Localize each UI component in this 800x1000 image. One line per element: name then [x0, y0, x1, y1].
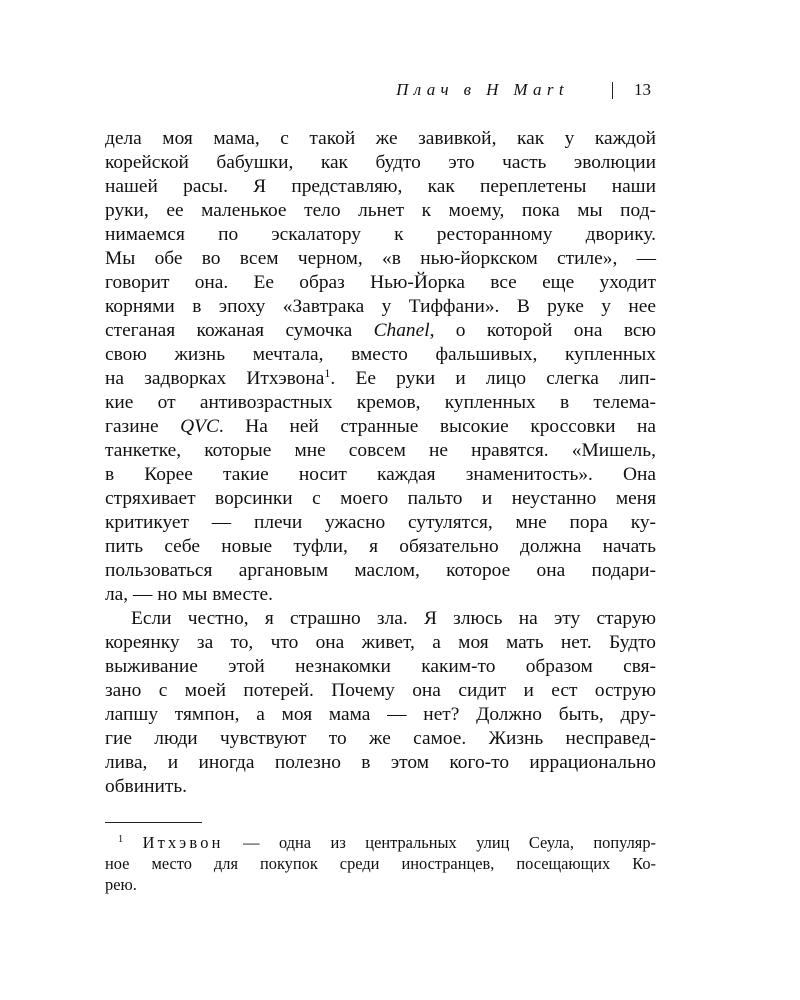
text-line: дела моя мама, с такой же завивкой, как у каждой: [105, 128, 656, 149]
text-run: . Ее руки и лицо слегка лип-: [330, 368, 656, 389]
italic-brand: Chanel: [373, 320, 430, 341]
text-line: нимаемся по эскалатору к ресторанному дворику.: [105, 224, 656, 245]
text-line: кореянку за то, что она живет, а моя мать нет. Будто: [105, 632, 656, 653]
text-line: нашей расы. Я представляю, как переплетены наши: [105, 176, 656, 197]
italic-brand: QVC: [180, 416, 219, 437]
text-line: пить себе новые туфли, я обязательно должна начать: [105, 536, 656, 557]
footnote-line: рею.: [105, 875, 137, 894]
text-line: обвинить.: [105, 776, 188, 797]
footnote-term: Итхэвон: [142, 833, 224, 852]
text-line: критикует — плечи ужасно сутулятся, мне пора ку-: [105, 512, 656, 533]
text-run: , о которой она всю: [429, 320, 656, 341]
text-line: [105, 415, 656, 439]
text-line: стряхивает ворсинки с моего пальто и неустанно меня: [105, 488, 656, 509]
paragraph-first-line: Если честно, я страшно зла. Я злюсь на эту старую: [131, 608, 656, 629]
text-line: руки, ее маленькое тело льнет к моему, пока мы под-: [105, 200, 656, 221]
footnote-ref[interactable]: 1: [324, 365, 331, 380]
text-run: газине: [105, 416, 181, 437]
text-line: лапшу тямпон, а моя мама — нет? Должно быть, дру-: [105, 704, 656, 725]
footnote-line: ное место для покупок среди иностранцев, посещающих Ко-: [105, 854, 656, 873]
text-run: стеганая кожаная сумочка: [105, 320, 374, 341]
text-line: Мы обе во всем черном, «в нью-йоркском стиле», —: [105, 248, 656, 269]
text-line: танкетке, которые мне совсем не нравятся. «Мишель,: [105, 440, 656, 461]
text-line: зано с моей потерей. Почему она сидит и ест острую: [105, 680, 656, 701]
text-run: на задворках Итхэвона: [105, 368, 325, 389]
text-line: ла, — но мы вместе.: [105, 584, 274, 605]
text-line: корнями в эпоху «Завтрака у Тиффани». В руке у нее: [105, 296, 656, 317]
text-line: выживание этой незнакомки каким-то образом свя-: [105, 656, 656, 677]
running-head: [0, 80, 800, 104]
text-line: кие от антивозрастных кремов, купленных в телема-: [105, 392, 656, 413]
text-line: [105, 367, 656, 391]
footnote-divider: [105, 822, 202, 823]
text-line: лива, и иногда полезно в этом кого-то иррационально: [105, 752, 656, 773]
text-line: гие люди чувствуют то же самое. Жизнь несправед-: [105, 728, 656, 749]
running-title: Плач в H Mart: [396, 80, 569, 99]
text-line: в Корее такие носит каждая знаменитость». Она: [105, 464, 656, 485]
footnote-marker: 1: [118, 833, 124, 845]
text-line: корейской бабушки, как будто это часть эволюции: [105, 152, 656, 173]
page-number: 13: [634, 80, 651, 99]
text-line: говорит она. Ее образ Нью-Йорка все еще уходит: [105, 272, 656, 293]
text-line: [105, 319, 656, 343]
text-line: пользоваться аргановым маслом, которое она подари-: [105, 560, 656, 581]
footnote-text: — одна из центральных улиц Сеула, популяр-: [223, 833, 656, 852]
footnote-line: [118, 832, 656, 853]
header-separator: [612, 82, 613, 99]
text-line: свою жизнь мечтала, вместо фальшивых, купленных: [105, 344, 656, 365]
text-run: . На ней странные высокие кроссовки на: [218, 416, 656, 437]
